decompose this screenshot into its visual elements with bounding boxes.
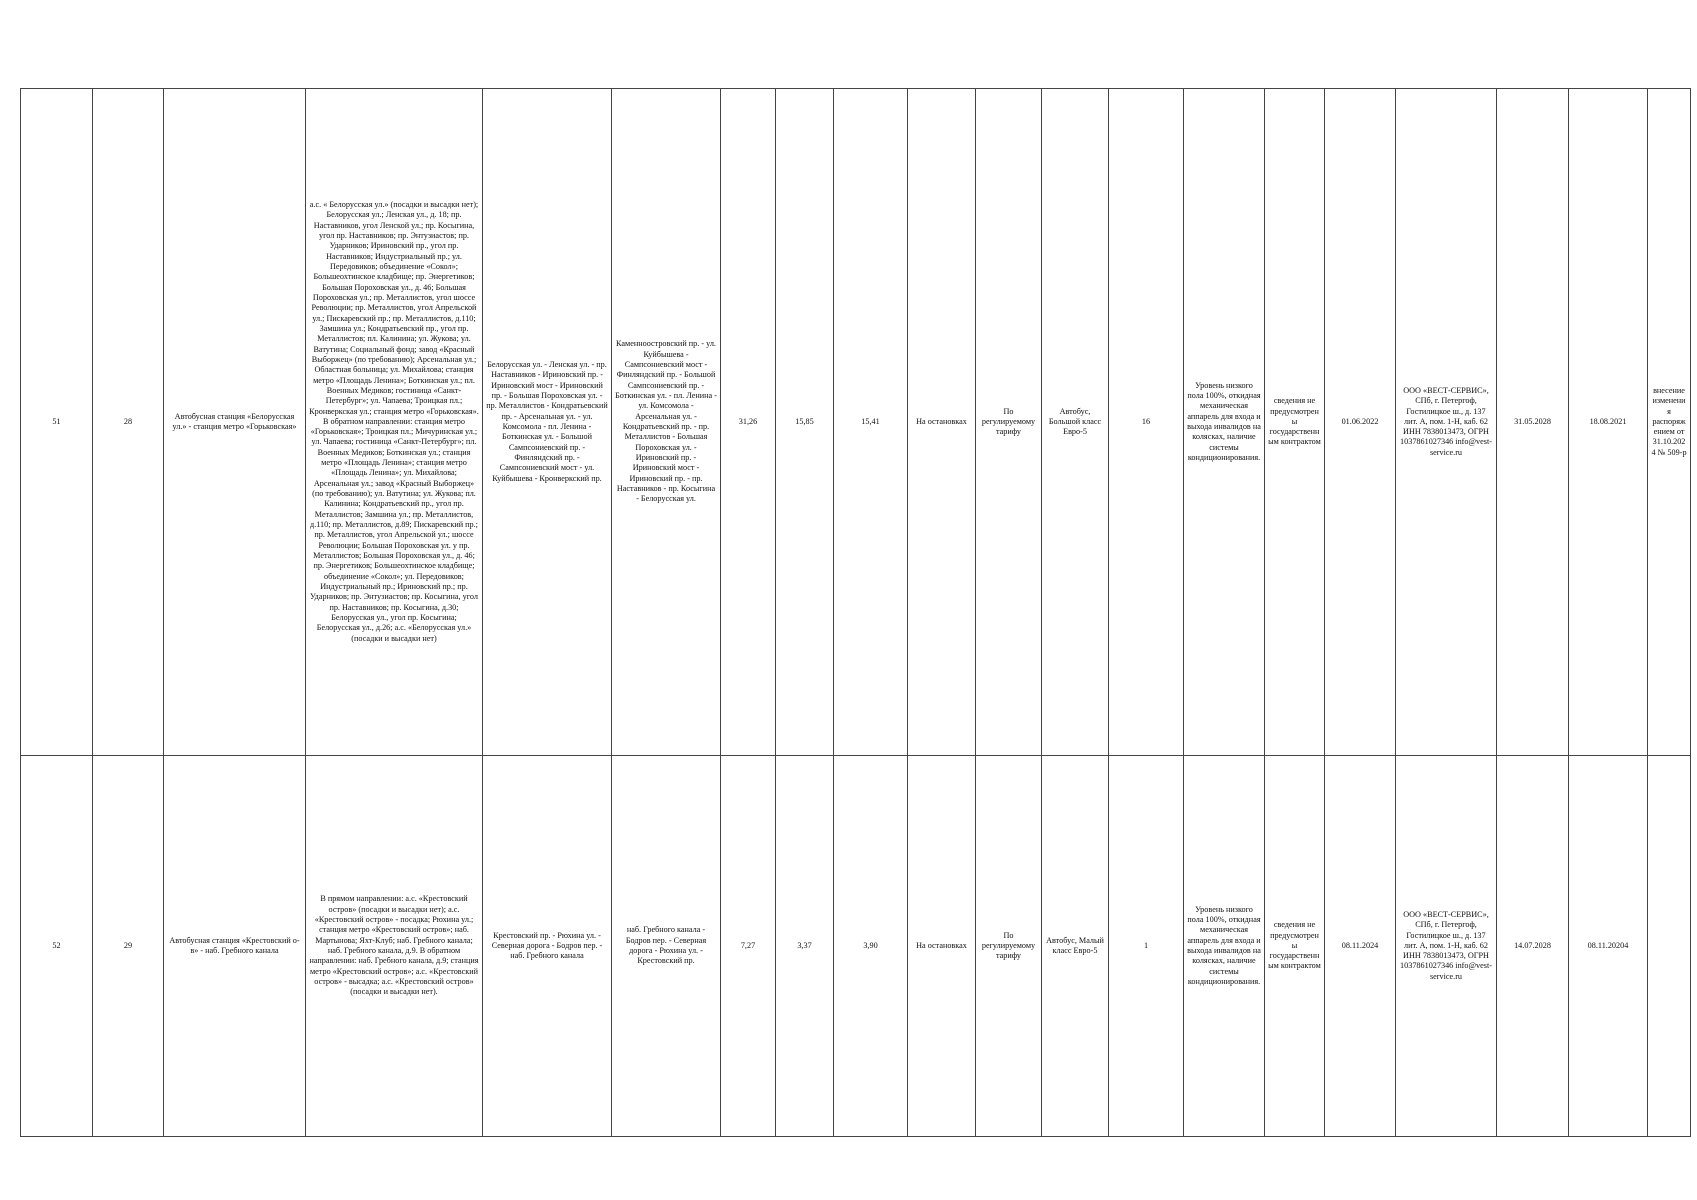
length-back-cell: 15,41: [834, 89, 908, 756]
tariff-cell: По регулируемому тарифу: [976, 89, 1042, 756]
contract-cell: сведения не предусмотрены государственным контрактом: [1265, 756, 1325, 1137]
vehicle-count-cell: 1: [1109, 756, 1184, 1137]
contract-cell: сведения не предусмотрены государственным контрактом: [1265, 89, 1325, 756]
routes-table: [20, 88, 1691, 1137]
route-name-cell: Автобусная станция «Крестовский о-в» - наб. Гребного канала: [164, 756, 306, 1137]
change-date-cell: 08.11.20204: [1569, 756, 1648, 1137]
length-total-cell: 7,27: [721, 756, 776, 1137]
stop-mode-cell: На остановках: [908, 89, 976, 756]
streets-back-cell: Каменноостровский пр. - ул. Куйбышева - Сампсониевский мост - Финляндский пр. - Большой Сампсониевский пр. - Боткинская ул. - пл. Ленина - ул. Комсомола - Арсенальная ул. - Кондратьевский пр. - пр. Металлистов - Большая Пороховская ул. - Ириновский пр. - Ириновский мост - Ириновский пр. - пр. Наставников - пр. Косыгина - Белорусская ул.: [612, 89, 721, 756]
carrier-cell: ООО «ВЕСТ-СЕРВИС», СПб, г. Петергоф, Гостилицкое ш., д. 137 лит. А, пом. 1-Н, каб. 62 ИНН 7838013473, ОГРН 1037861027346 info@vest-service.ru: [1396, 756, 1497, 1137]
start-date-cell: 08.11.2024: [1325, 756, 1396, 1137]
route-number-cell: 28: [93, 89, 164, 756]
streets-forward-cell: Крестовский пр. - Рюхина ул. - Северная дорога - Бодров пер. - наб. Гребного канала: [483, 756, 612, 1137]
tariff-cell: По регулируемому тарифу: [976, 756, 1042, 1137]
length-forward-cell: 15,85: [776, 89, 834, 756]
accessibility-cell: Уровень низкого пола 100%, откидная механическая аппарель для входа и выхода инвалидов на колясках, наличие системы кондиционирования.: [1184, 89, 1265, 756]
carrier-cell: ООО «ВЕСТ-СЕРВИС», СПб, г. Петергоф, Гостилицкое ш., д. 137 лит. А, пом. 1-Н, каб. 62 ИНН 7838013473, ОГРН 1037861027346 info@vest-service.ru: [1396, 89, 1497, 756]
streets-back-cell: наб. Гребного канала - Бодров пер. - Северная дорога - Рюхина ул. - Крестовский пр.: [612, 756, 721, 1137]
vehicle-cell: Автобус, Малый класс Евро-5: [1042, 756, 1109, 1137]
length-total-cell: 31,26: [721, 89, 776, 756]
reg-number-cell: 51: [21, 89, 93, 756]
vehicle-count-cell: 16: [1109, 89, 1184, 756]
stop-mode-cell: На остановках: [908, 756, 976, 1137]
length-back-cell: 3,90: [834, 756, 908, 1137]
change-basis-cell: [1648, 756, 1691, 1137]
table-row: [21, 89, 1691, 756]
stops-cell: а.с. « Белорусская ул.» (посадки и высадки нет); Белорусская ул.; Ленская ул., д. 18; пр. Наставников, угол Ленской ул.; пр. Косыгина, угол пр. Наставников; пр. Энтузиастов; пр. Ударников; Ириновский пр., угол пр. Наставников; Индустриальный пр.; ул. Передовиков; объединение «Сокол»; Большеохтинское кладбище; пр. Энергетиков; Большая Пороховская ул., д. 46; Большая Пороховская ул.; пр. Металлистов, угол шоссе Революции; пр. Металлистов, угол Апрельской ул.; Пискаревский пр.; пр. Металлистов, д.110; Замшина ул.; Кондратьевский пр., угол пр. Металлистов; пл. Калинина; ул. Жукова; ул. Ватутина; Социальный фонд; завод «Красный Выборжец» (по требованию); Арсенальная ул.; Областная больница; ул. Михайлова; станция метро «Площадь Ленина»; Боткинская ул.; пл. Военных Медиков; гостиница «Санкт-Петербург»; ул. Чапаева; Троицкая пл.; Кронверкская ул.; станция метро «Горьковская». В обратном направлении: станция метро «Горьковская»; Троицкая пл.; Мичуринская ул.; ул. Чапаева; гостиница «Санкт-Петербург»; пл. Военных Медиков; Боткинская ул.; станция метро «Площадь Ленина»; станция метро «Площадь Ленина»; ул. Михайлова; Арсенальная ул.; завод «Красный Выборжец» (по требованию); ул. Ватутина; ул. Жукова; пл. Калинина; Кондратьевский пр., угол пр. Металлистов; Замшина ул.; пр. Металлистов, д.110; пр. Металлистов, д.89; Пискаревский пр.; пр. Металлистов, угол Апрельской ул.; шоссе Революции; Большая Пороховская ул. у пр. Металлистов; Большая Пороховская ул., д. 46; пр. Энергетиков; Большеохтинское кладбище; объединение «Сокол»; ул. Передовиков; Индустриальный пр.; Ириновский пр.; пр. Ударников; пр. Энтузиастов; пр. Косыгина, угол пр. Наставников; пр. Косыгина, д.30; Белорусская ул., угол пр. Косыгина; Белорусская ул., д.26; а.с. «Белорусская ул.» (посадки и высадки нет): [306, 89, 483, 756]
change-date-cell: 18.08.2021: [1569, 89, 1648, 756]
table-row: [21, 756, 1691, 1137]
streets-forward-cell: Белорусская ул. - Ленская ул. - пр. Наставников - Ириновский пр. - Ириновский мост - Ириновский пр. - Большая Пороховская ул. - пр. Металлистов - Кондратьевский пр. - Арсенальная ул. - ул. Комсомола - пл. Ленина - Боткинская ул. - Большой Сампсониевский пр. - Финляндский пр. - Сампсониевский мост - ул. Куйбышева - Кронверкский пр.: [483, 89, 612, 756]
change-basis-cell: внесение изменения распоряжением от 31.10.2024 № 509-р: [1648, 89, 1691, 756]
route-number-cell: 29: [93, 756, 164, 1137]
accessibility-cell: Уровень низкого пола 100%, откидная механическая аппарель для входа и выхода инвалидов на колясках, наличие системы кондиционирования.: [1184, 756, 1265, 1137]
start-date-cell: 01.06.2022: [1325, 89, 1396, 756]
reg-number-cell: 52: [21, 756, 93, 1137]
length-forward-cell: 3,37: [776, 756, 834, 1137]
end-date-cell: 31.05.2028: [1497, 89, 1569, 756]
stops-cell: В прямом направлении: а.с. «Крестовский остров» (посадки и высадки нет); а.с. «Крестовский остров» - посадка; Рюхина ул.; станция метро «Крестовский остров»; наб. Мартынова; Яхт-Клуб; наб. Гребного канала; наб. Гребного канала, д.9. В обратном направлении: наб. Гребного канала, д.9; станция метро «Крестовский остров»; а.с. «Крестовский остров» - высадка; а.с. «Крестовский остров» (посадки и высадки нет).: [306, 756, 483, 1137]
route-name-cell: Автобусная станция «Белорусская ул.» - станция метро «Горьковская»: [164, 89, 306, 756]
vehicle-cell: Автобус, Большой класс Евро-5: [1042, 89, 1109, 756]
end-date-cell: 14.07.2028: [1497, 756, 1569, 1137]
